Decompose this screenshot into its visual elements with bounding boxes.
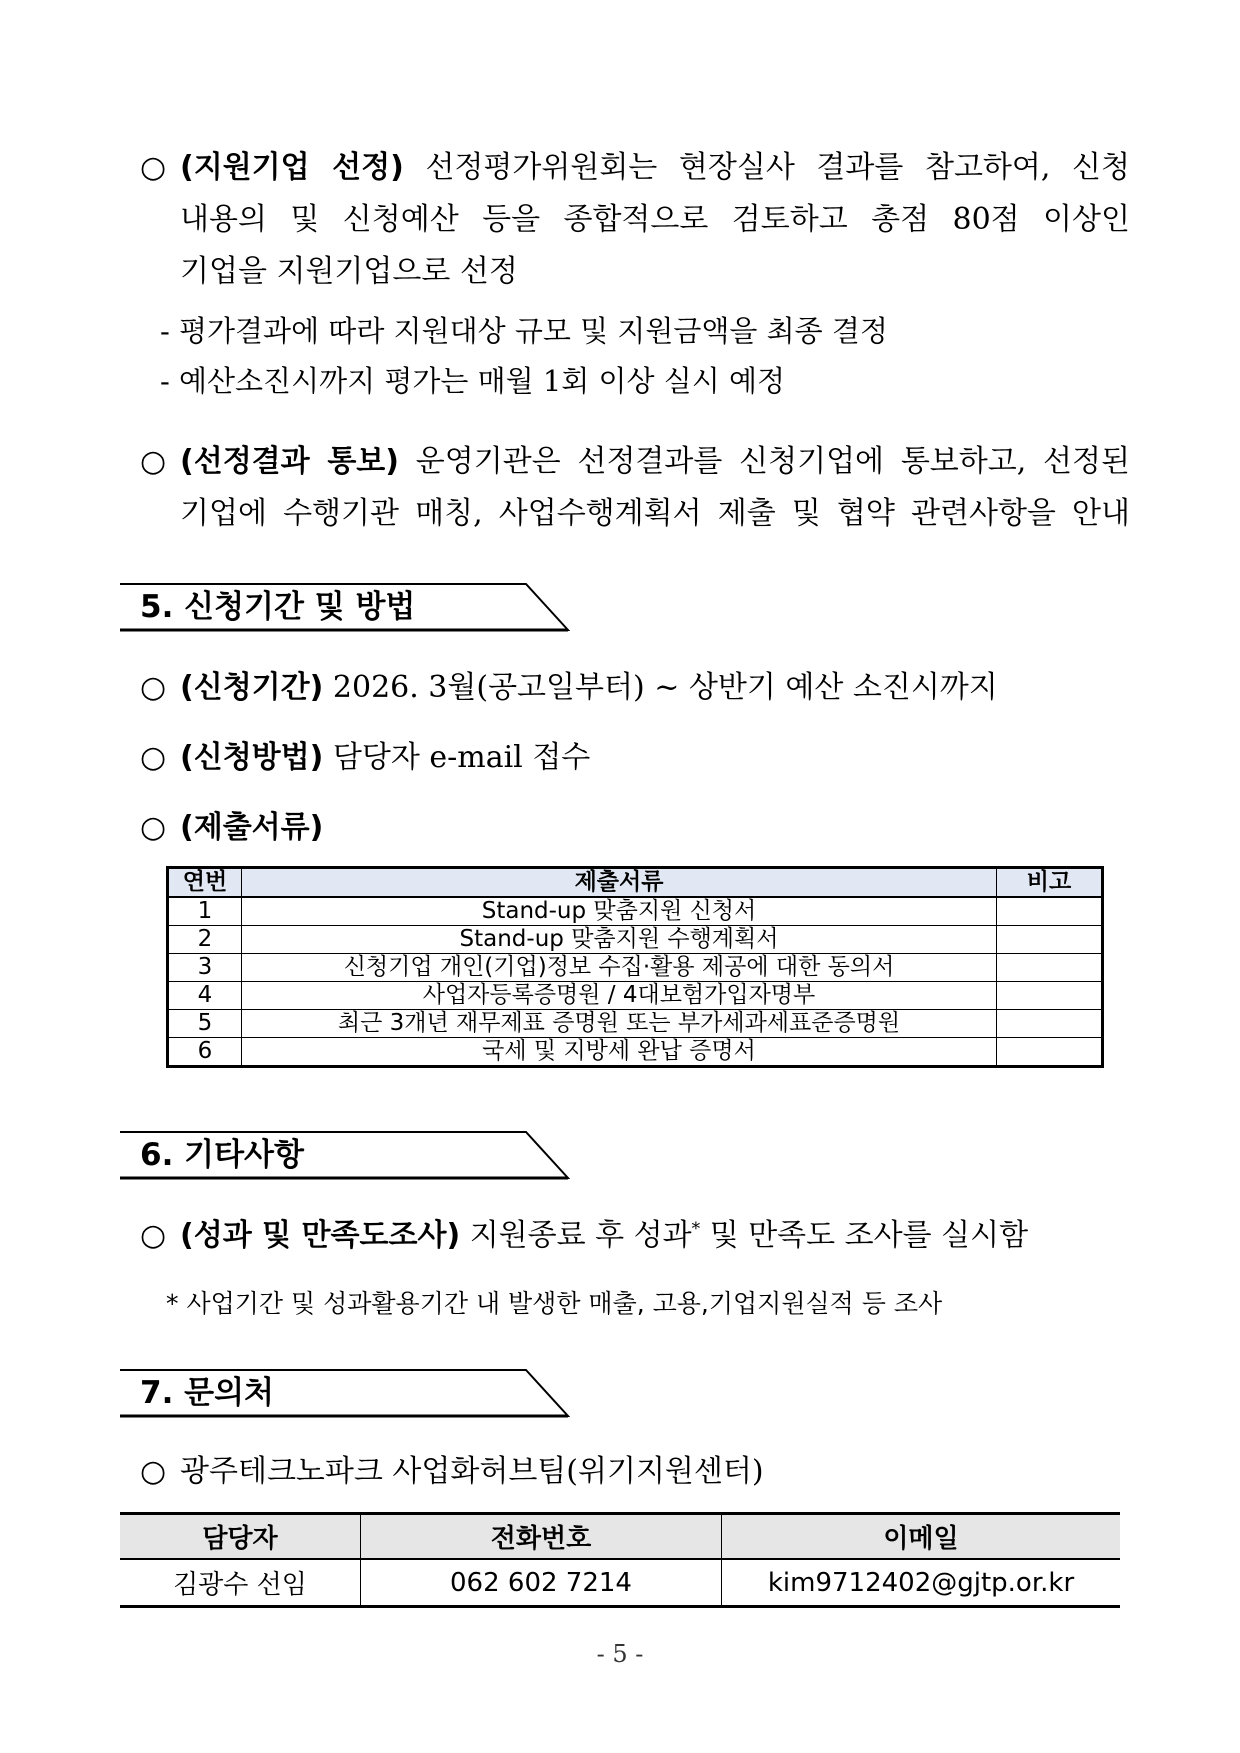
table-row [168,954,1103,982]
keyword-label: (지원기업 선정) [180,150,404,185]
table-row [168,982,1103,1010]
bullet: ○ [140,1218,167,1253]
table-row [168,926,1103,954]
column-header-email: 이메일 [722,1514,1121,1560]
paragraph-text: 운영기관은 선정결과를 신청기업에 통보하고, 선정된 [415,444,1130,479]
contact-person: 김광수 선임 [120,1559,361,1607]
keyword-label: (제출서류) [180,810,324,845]
paragraph-line: 내용의 및 신청예산 등을 종합적으로 검토하고 총점 80점 이상인 [180,202,1130,237]
row-number: 6 [168,1038,242,1067]
remarks-cell [997,1010,1103,1038]
remarks-cell [997,982,1103,1010]
keyword-label: (신청방법) [180,740,324,775]
column-header-person: 담당자 [120,1514,361,1560]
keyword-label: (신청기간) [180,670,324,705]
sub-item: - 예산소진시까지 평가는 매월 1회 이상 실시 예정 [160,364,786,398]
footnote-marker: * [691,1219,701,1239]
row-number: 4 [168,982,242,1010]
documents-table [166,866,1104,1068]
row-number: 5 [168,1010,242,1038]
footnote-text: * 사업기간 및 성과활용기간 내 발생한 매출, 고용,기업지원실적 등 조사 [166,1289,943,1318]
section-title: 6. 기타사항 [140,1137,304,1173]
sub-item: - 평가결과에 따라 지원대상 규모 및 지원금액을 최종 결정 [160,314,888,348]
survey-text: 지원종료 후 성과 [469,1218,692,1253]
row-number: 3 [168,954,242,982]
table-header-row [168,868,1103,898]
paragraph-line [180,436,1130,488]
paragraph-line: 기업에 수행기관 매칭, 사업수행계획서 제출 및 협약 관련사항을 안내 [180,496,1130,531]
bullet: ○ [140,810,167,845]
row-number: 1 [168,897,242,926]
bullet: ○ [140,1454,167,1489]
keyword-label: (성과 및 만족도조사) [180,1218,461,1253]
section-title: 5. 신청기간 및 방법 [140,589,416,625]
document-name: 신청기업 개인(기업)정보 수집·활용 제공에 대한 동의서 [242,954,997,982]
bullet: ○ [140,444,167,479]
section-title: 7. 문의처 [140,1375,274,1411]
contact-email[interactable]: kim9712402@gjtp.or.kr [722,1559,1121,1607]
remarks-cell [997,954,1103,982]
column-header-phone: 전화번호 [361,1514,722,1560]
contact-phone: 062 602 7214 [361,1559,722,1607]
remarks-cell [997,1038,1103,1067]
document-name: 국세 및 지방세 완납 증명서 [242,1038,997,1067]
document-name: 사업자등록증명원 / 4대보험가입자명부 [242,982,997,1010]
table-row [168,1010,1103,1038]
paragraph-line [180,142,1130,194]
column-header-remarks: 비고 [997,868,1103,898]
table-row [168,897,1103,926]
apply-method-text: 담당자 e-mail 접수 [332,740,591,775]
section-heading-5 [120,582,570,632]
table-row [120,1559,1120,1607]
column-header-document: 제출서류 [242,868,997,898]
bullet: ○ [140,150,167,185]
bullet: ○ [140,740,167,775]
column-header-no: 연번 [168,868,242,898]
remarks-cell [997,897,1103,926]
document-name: 최근 3개년 재무제표 증명원 또는 부가세과세표준증명원 [242,1010,997,1038]
contact-org-name: 광주테크노파크 사업화허브팀(위기지원센터) [180,1454,764,1489]
document-name: Stand-up 맞춤지원 수행계획서 [242,926,997,954]
document-name: Stand-up 맞춤지원 신청서 [242,897,997,926]
section-heading-7 [120,1368,570,1418]
table-header-row [120,1514,1120,1560]
survey-text: 및 만족도 조사를 실시함 [709,1218,1029,1253]
paragraph-text: 선정평가위원회는 현장실사 결과를 참고하여, 신청 [425,150,1130,185]
paragraph-line: 기업을 지원기업으로 선정 [180,254,518,289]
page-number: - 5 - [596,1640,644,1668]
contact-table [120,1512,1120,1608]
keyword-label: (선정결과 통보) [180,444,399,479]
row-number: 2 [168,926,242,954]
section-heading-6 [120,1130,570,1180]
apply-period-text: 2026. 3월(공고일부터) ~ 상반기 예산 소진시까지 [332,670,998,705]
table-row [168,1038,1103,1067]
bullet: ○ [140,670,167,705]
remarks-cell [997,926,1103,954]
